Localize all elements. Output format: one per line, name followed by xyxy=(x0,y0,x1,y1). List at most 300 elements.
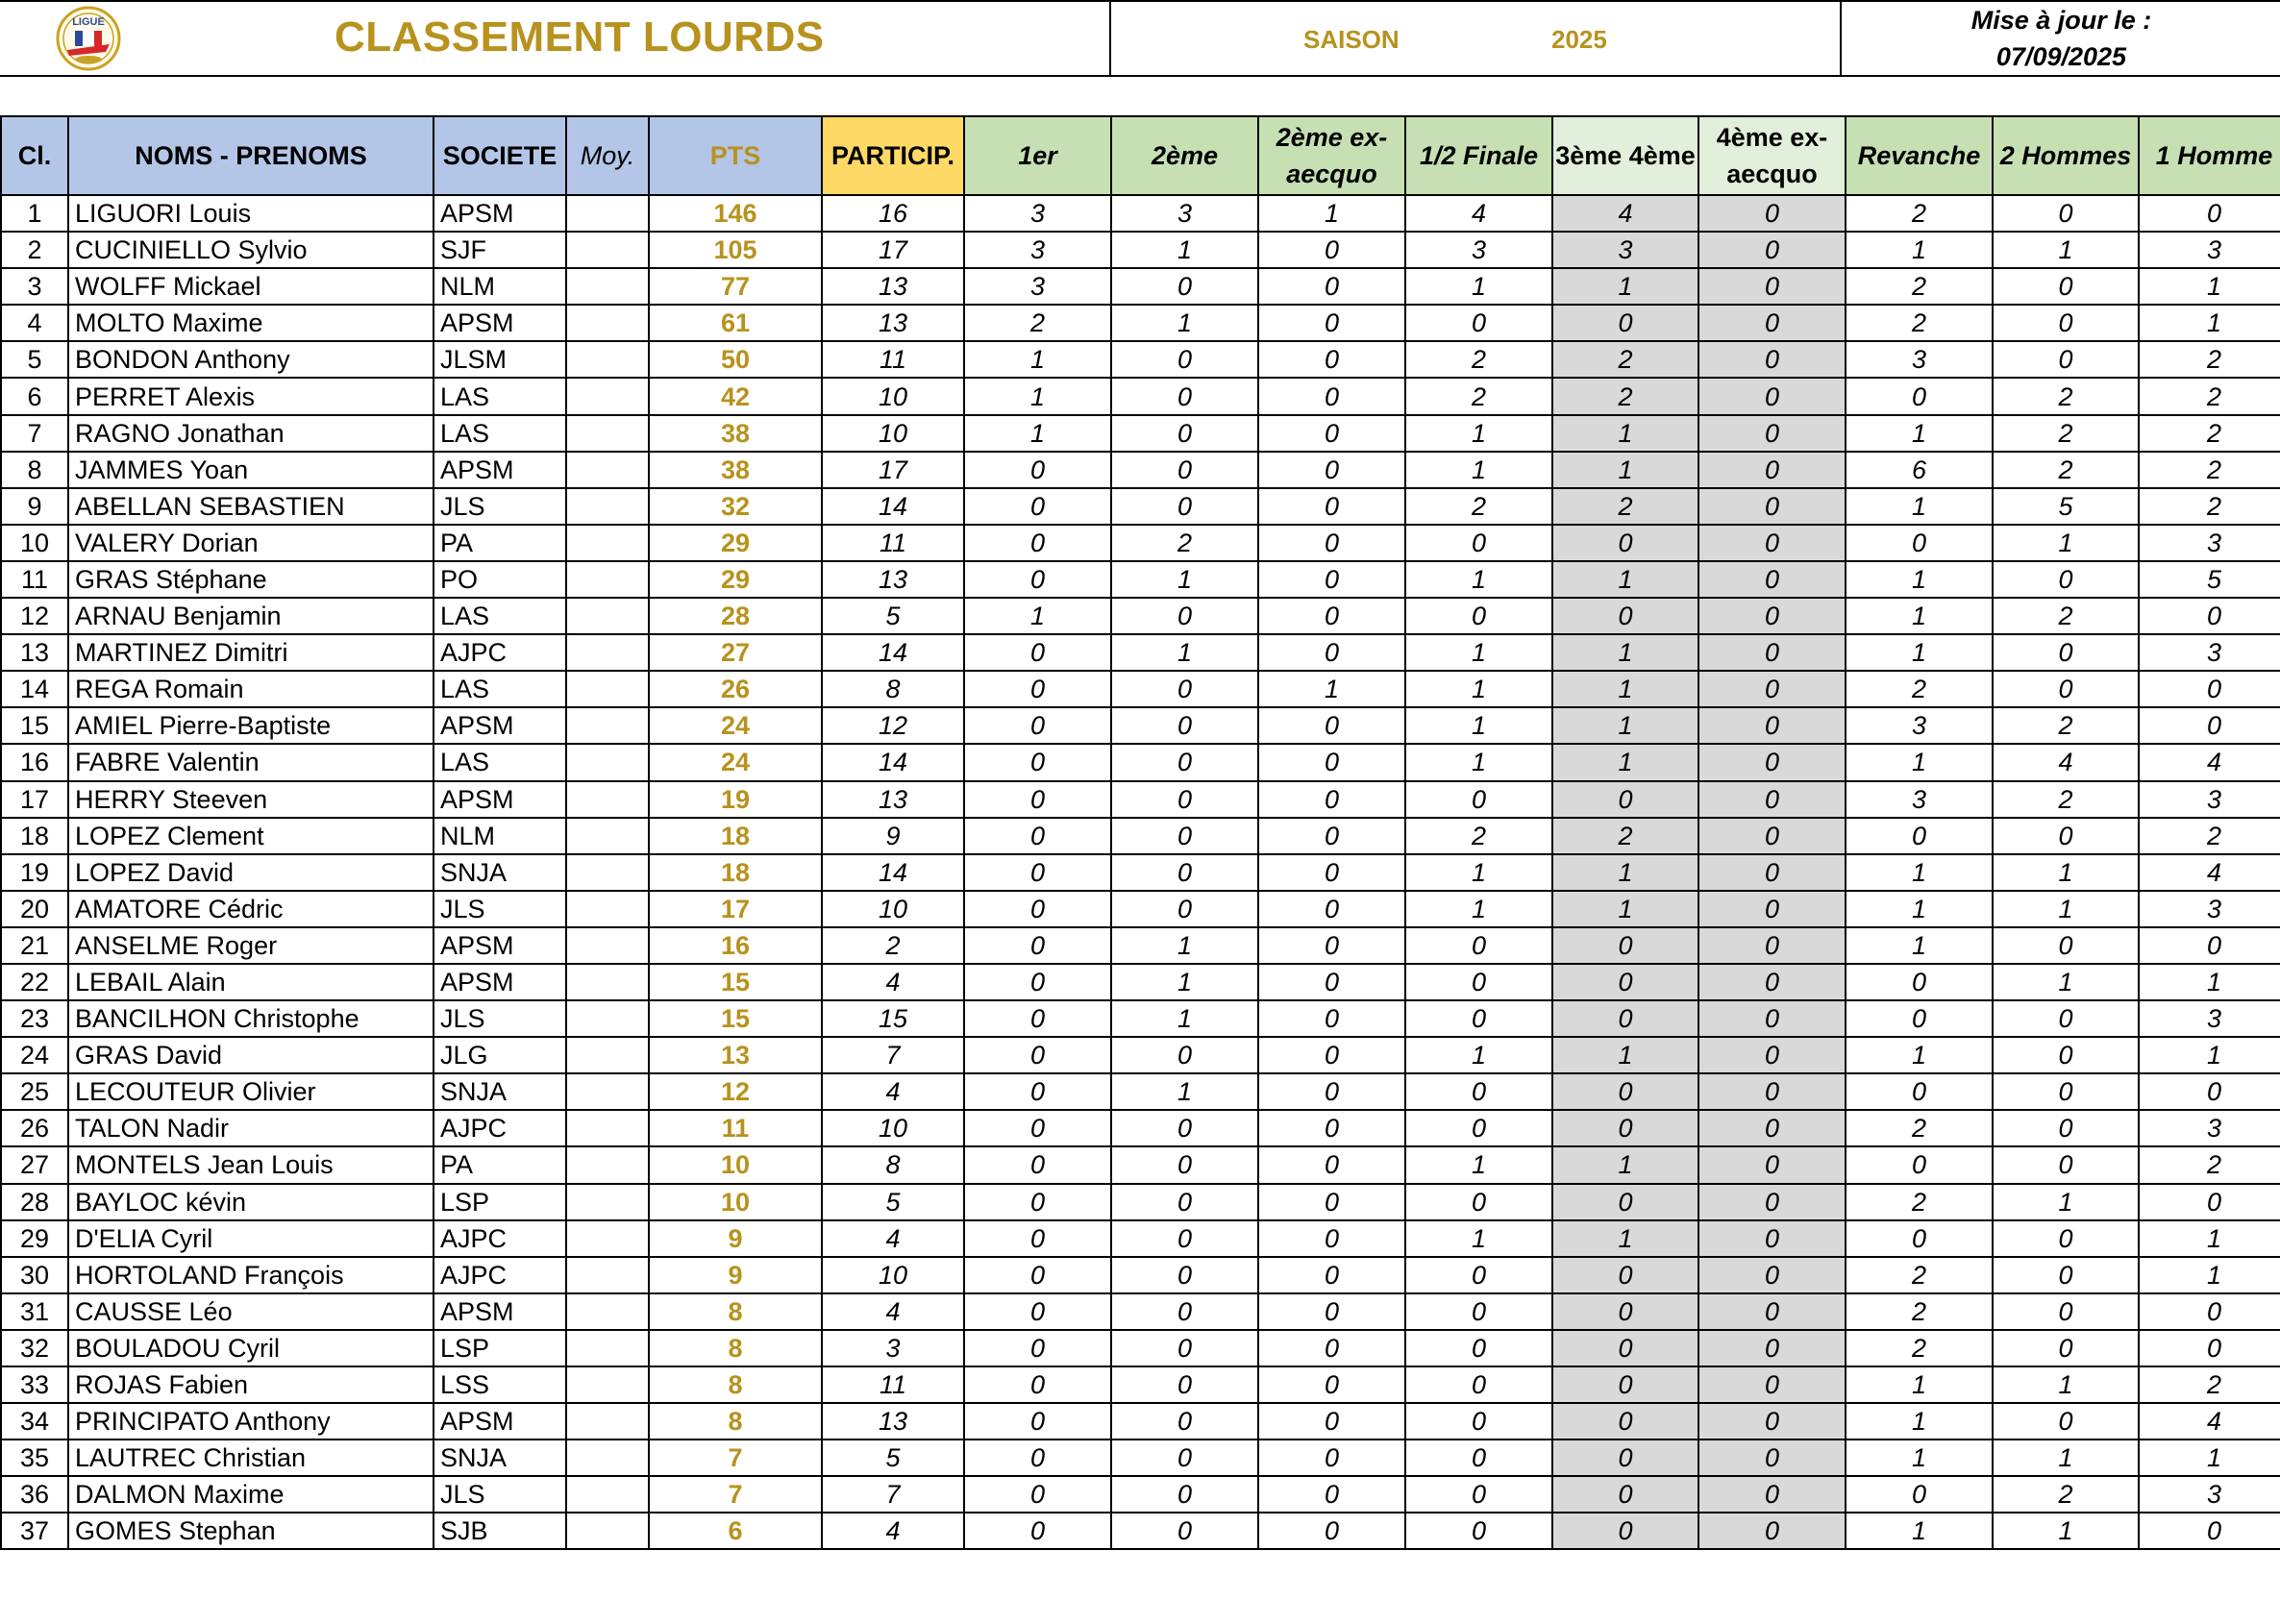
second-cell: 0 xyxy=(1111,891,1258,927)
club-cell: NLM xyxy=(434,818,566,854)
name-cell: D'ELIA Cyril xyxy=(68,1220,434,1257)
one-man-cell: 2 xyxy=(2139,452,2280,488)
col-header-particip: PARTICIP. xyxy=(822,116,964,195)
particip-cell: 3 xyxy=(822,1330,964,1366)
particip-cell: 4 xyxy=(822,1073,964,1110)
semi-cell: 1 xyxy=(1405,891,1552,927)
fourth-tie-cell: 0 xyxy=(1698,964,1846,1000)
rank-cell: 32 xyxy=(1,1330,68,1366)
particip-cell: 11 xyxy=(822,525,964,561)
second-tie-cell: 0 xyxy=(1258,1513,1405,1549)
table-row xyxy=(1,1439,2280,1476)
pts-cell: 42 xyxy=(649,378,822,414)
title-divider xyxy=(1840,2,1842,75)
pts-cell: 12 xyxy=(649,1073,822,1110)
particip-cell: 5 xyxy=(822,1439,964,1476)
revanche-cell: 2 xyxy=(1846,1293,1993,1330)
semi-cell: 0 xyxy=(1405,1293,1552,1330)
semi-cell: 0 xyxy=(1405,525,1552,561)
table-row xyxy=(1,1073,2280,1110)
name-cell: HERRY Steeven xyxy=(68,781,434,818)
revanche-cell: 0 xyxy=(1846,1146,1993,1183)
second-tie-cell: 1 xyxy=(1258,671,1405,707)
one-man-cell: 1 xyxy=(2139,1220,2280,1257)
name-cell: CUCINIELLO Sylvio xyxy=(68,232,434,268)
avg-cell xyxy=(566,415,649,452)
club-cell: LSP xyxy=(434,1184,566,1220)
col-header-second: 2ème xyxy=(1111,116,1258,195)
first-cell: 0 xyxy=(964,1476,1111,1513)
table-row xyxy=(1,378,2280,414)
name-cell: BANCILHON Christophe xyxy=(68,1000,434,1037)
first-cell: 0 xyxy=(964,1439,1111,1476)
pts-cell: 24 xyxy=(649,707,822,744)
rank-cell: 34 xyxy=(1,1403,68,1439)
club-cell: PO xyxy=(434,561,566,598)
revanche-cell: 1 xyxy=(1846,634,1993,671)
col-header-pts: PTS xyxy=(649,116,822,195)
fourth-tie-cell: 0 xyxy=(1698,1037,1846,1073)
rank-cell: 33 xyxy=(1,1366,68,1403)
club-cell: APSM xyxy=(434,781,566,818)
second-tie-cell: 0 xyxy=(1258,1439,1405,1476)
revanche-cell: 1 xyxy=(1846,488,1993,525)
table-row xyxy=(1,1037,2280,1073)
first-cell: 0 xyxy=(964,964,1111,1000)
avg-cell xyxy=(566,378,649,414)
two-men-cell: 0 xyxy=(1993,1403,2139,1439)
second-tie-cell: 0 xyxy=(1258,232,1405,268)
ranking-body xyxy=(1,195,2280,1549)
semi-cell: 0 xyxy=(1405,1110,1552,1146)
second-tie-cell: 0 xyxy=(1258,341,1405,378)
pts-cell: 9 xyxy=(649,1220,822,1257)
avg-cell xyxy=(566,1439,649,1476)
revanche-cell: 2 xyxy=(1846,1184,1993,1220)
table-row xyxy=(1,525,2280,561)
two-men-cell: 0 xyxy=(1993,1110,2139,1146)
fourth-tie-cell: 0 xyxy=(1698,1073,1846,1110)
rank-cell: 37 xyxy=(1,1513,68,1549)
pts-cell: 29 xyxy=(649,561,822,598)
first-cell: 3 xyxy=(964,232,1111,268)
pts-cell: 18 xyxy=(649,854,822,891)
third-fourth-cell: 0 xyxy=(1552,1184,1698,1220)
revanche-cell: 2 xyxy=(1846,1330,1993,1366)
col-header-club: SOCIETE xyxy=(434,116,566,195)
table-row xyxy=(1,1293,2280,1330)
revanche-cell: 1 xyxy=(1846,927,1993,964)
second-cell: 0 xyxy=(1111,1110,1258,1146)
fourth-tie-cell: 0 xyxy=(1698,1476,1846,1513)
two-men-cell: 2 xyxy=(1993,415,2139,452)
rank-cell: 36 xyxy=(1,1476,68,1513)
particip-cell: 11 xyxy=(822,1366,964,1403)
third-fourth-cell: 1 xyxy=(1552,671,1698,707)
first-cell: 0 xyxy=(964,1330,1111,1366)
third-fourth-cell: 0 xyxy=(1552,1000,1698,1037)
revanche-cell: 6 xyxy=(1846,452,1993,488)
name-cell: ABELLAN SEBASTIEN xyxy=(68,488,434,525)
club-cell: APSM xyxy=(434,707,566,744)
pts-cell: 9 xyxy=(649,1257,822,1293)
avg-cell xyxy=(566,927,649,964)
revanche-cell: 1 xyxy=(1846,744,1993,780)
first-cell: 0 xyxy=(964,525,1111,561)
second-tie-cell: 0 xyxy=(1258,927,1405,964)
one-man-cell: 3 xyxy=(2139,781,2280,818)
pts-cell: 105 xyxy=(649,232,822,268)
col-header-third-fourth: 3ème 4ème xyxy=(1552,116,1698,195)
fourth-tie-cell: 0 xyxy=(1698,634,1846,671)
avg-cell xyxy=(566,268,649,305)
second-tie-cell: 0 xyxy=(1258,1257,1405,1293)
second-tie-cell: 1 xyxy=(1258,195,1405,232)
one-man-cell: 0 xyxy=(2139,195,2280,232)
one-man-cell: 1 xyxy=(2139,964,2280,1000)
rank-cell: 9 xyxy=(1,488,68,525)
title-bar xyxy=(0,0,2280,77)
pts-cell: 28 xyxy=(649,598,822,634)
revanche-cell: 0 xyxy=(1846,964,1993,1000)
second-cell: 1 xyxy=(1111,1073,1258,1110)
rank-cell: 3 xyxy=(1,268,68,305)
third-fourth-cell: 0 xyxy=(1552,1476,1698,1513)
first-cell: 0 xyxy=(964,452,1111,488)
name-cell: AMIEL Pierre-Baptiste xyxy=(68,707,434,744)
pts-cell: 38 xyxy=(649,415,822,452)
rank-cell: 10 xyxy=(1,525,68,561)
table-row xyxy=(1,1220,2280,1257)
pts-cell: 29 xyxy=(649,525,822,561)
second-cell: 0 xyxy=(1111,1257,1258,1293)
rank-cell: 16 xyxy=(1,744,68,780)
header-row xyxy=(1,116,2280,195)
first-cell: 0 xyxy=(964,1366,1111,1403)
second-tie-cell: 0 xyxy=(1258,1330,1405,1366)
name-cell: TALON Nadir xyxy=(68,1110,434,1146)
fourth-tie-cell: 0 xyxy=(1698,854,1846,891)
table-row xyxy=(1,1000,2280,1037)
name-cell: DALMON Maxime xyxy=(68,1476,434,1513)
two-men-cell: 0 xyxy=(1993,1073,2139,1110)
fourth-tie-cell: 0 xyxy=(1698,305,1846,341)
club-cell: JLS xyxy=(434,488,566,525)
avg-cell xyxy=(566,854,649,891)
pts-cell: 26 xyxy=(649,671,822,707)
particip-cell: 10 xyxy=(822,415,964,452)
table-row xyxy=(1,964,2280,1000)
avg-cell xyxy=(566,818,649,854)
particip-cell: 5 xyxy=(822,598,964,634)
semi-cell: 0 xyxy=(1405,1073,1552,1110)
rank-cell: 28 xyxy=(1,1184,68,1220)
second-tie-cell: 0 xyxy=(1258,1293,1405,1330)
table-row xyxy=(1,341,2280,378)
second-cell: 1 xyxy=(1111,634,1258,671)
second-tie-cell: 0 xyxy=(1258,1110,1405,1146)
revanche-cell: 2 xyxy=(1846,195,1993,232)
name-cell: MONTELS Jean Louis xyxy=(68,1146,434,1183)
rank-cell: 18 xyxy=(1,818,68,854)
rank-cell: 20 xyxy=(1,891,68,927)
revanche-cell: 1 xyxy=(1846,1513,1993,1549)
semi-cell: 2 xyxy=(1405,341,1552,378)
semi-cell: 1 xyxy=(1405,634,1552,671)
first-cell: 0 xyxy=(964,744,1111,780)
table-row xyxy=(1,268,2280,305)
table-row xyxy=(1,634,2280,671)
semi-cell: 4 xyxy=(1405,195,1552,232)
two-men-cell: 0 xyxy=(1993,268,2139,305)
pts-cell: 15 xyxy=(649,964,822,1000)
revanche-cell: 1 xyxy=(1846,1439,1993,1476)
pts-cell: 11 xyxy=(649,1110,822,1146)
club-cell: NLM xyxy=(434,268,566,305)
second-cell: 0 xyxy=(1111,415,1258,452)
particip-cell: 4 xyxy=(822,1293,964,1330)
name-cell: LOPEZ David xyxy=(68,854,434,891)
third-fourth-cell: 0 xyxy=(1552,525,1698,561)
one-man-cell: 3 xyxy=(2139,634,2280,671)
second-tie-cell: 0 xyxy=(1258,525,1405,561)
table-row xyxy=(1,452,2280,488)
second-tie-cell: 0 xyxy=(1258,1403,1405,1439)
pts-cell: 38 xyxy=(649,452,822,488)
particip-cell: 2 xyxy=(822,927,964,964)
second-tie-cell: 0 xyxy=(1258,268,1405,305)
two-men-cell: 4 xyxy=(1993,744,2139,780)
fourth-tie-cell: 0 xyxy=(1698,415,1846,452)
first-cell: 0 xyxy=(964,1220,1111,1257)
first-cell: 0 xyxy=(964,1000,1111,1037)
rank-cell: 24 xyxy=(1,1037,68,1073)
third-fourth-cell: 0 xyxy=(1552,1257,1698,1293)
second-cell: 0 xyxy=(1111,1146,1258,1183)
name-cell: PERRET Alexis xyxy=(68,378,434,414)
fourth-tie-cell: 0 xyxy=(1698,744,1846,780)
rank-cell: 17 xyxy=(1,781,68,818)
second-cell: 0 xyxy=(1111,707,1258,744)
two-men-cell: 0 xyxy=(1993,1293,2139,1330)
first-cell: 0 xyxy=(964,1146,1111,1183)
one-man-cell: 0 xyxy=(2139,1293,2280,1330)
second-cell: 0 xyxy=(1111,1513,1258,1549)
club-cell: AJPC xyxy=(434,634,566,671)
second-tie-cell: 0 xyxy=(1258,818,1405,854)
second-cell: 1 xyxy=(1111,964,1258,1000)
one-man-cell: 0 xyxy=(2139,1073,2280,1110)
semi-cell: 1 xyxy=(1405,854,1552,891)
pts-cell: 61 xyxy=(649,305,822,341)
table-row xyxy=(1,854,2280,891)
second-cell: 0 xyxy=(1111,1220,1258,1257)
third-fourth-cell: 1 xyxy=(1552,561,1698,598)
revanche-cell: 3 xyxy=(1846,707,1993,744)
revanche-cell: 0 xyxy=(1846,1476,1993,1513)
club-cell: LAS xyxy=(434,598,566,634)
table-row xyxy=(1,1110,2280,1146)
rank-cell: 5 xyxy=(1,341,68,378)
name-cell: REGA Romain xyxy=(68,671,434,707)
logo-text: LIGUE xyxy=(72,16,105,28)
second-cell: 0 xyxy=(1111,598,1258,634)
club-cell: APSM xyxy=(434,964,566,1000)
fourth-tie-cell: 0 xyxy=(1698,1110,1846,1146)
avg-cell xyxy=(566,1037,649,1073)
pts-cell: 15 xyxy=(649,1000,822,1037)
two-men-cell: 0 xyxy=(1993,1330,2139,1366)
second-tie-cell: 0 xyxy=(1258,561,1405,598)
table-row xyxy=(1,671,2280,707)
second-cell: 0 xyxy=(1111,341,1258,378)
semi-cell: 1 xyxy=(1405,707,1552,744)
particip-cell: 5 xyxy=(822,1184,964,1220)
particip-cell: 8 xyxy=(822,1146,964,1183)
avg-cell xyxy=(566,707,649,744)
particip-cell: 7 xyxy=(822,1476,964,1513)
avg-cell xyxy=(566,1000,649,1037)
two-men-cell: 0 xyxy=(1993,341,2139,378)
club-cell: APSM xyxy=(434,1293,566,1330)
name-cell: LIGUORI Louis xyxy=(68,195,434,232)
second-tie-cell: 0 xyxy=(1258,891,1405,927)
season-label: SAISON xyxy=(1303,25,1400,54)
second-tie-cell: 0 xyxy=(1258,781,1405,818)
table-row xyxy=(1,1330,2280,1366)
revanche-cell: 1 xyxy=(1846,232,1993,268)
semi-cell: 0 xyxy=(1405,1330,1552,1366)
third-fourth-cell: 1 xyxy=(1552,1220,1698,1257)
fourth-tie-cell: 0 xyxy=(1698,671,1846,707)
semi-cell: 1 xyxy=(1405,671,1552,707)
club-cell: AJPC xyxy=(434,1220,566,1257)
pts-cell: 10 xyxy=(649,1184,822,1220)
table-row xyxy=(1,488,2280,525)
rank-cell: 6 xyxy=(1,378,68,414)
particip-cell: 10 xyxy=(822,378,964,414)
col-header-revanche: Revanche xyxy=(1846,116,1993,195)
first-cell: 0 xyxy=(964,671,1111,707)
two-men-cell: 0 xyxy=(1993,1000,2139,1037)
pts-cell: 8 xyxy=(649,1330,822,1366)
third-fourth-cell: 4 xyxy=(1552,195,1698,232)
two-men-cell: 1 xyxy=(1993,1184,2139,1220)
semi-cell: 1 xyxy=(1405,1146,1552,1183)
avg-cell xyxy=(566,891,649,927)
avg-cell xyxy=(566,561,649,598)
col-header-first: 1er xyxy=(964,116,1111,195)
avg-cell xyxy=(566,452,649,488)
pts-cell: 24 xyxy=(649,744,822,780)
club-cell: JLS xyxy=(434,1000,566,1037)
third-fourth-cell: 0 xyxy=(1552,927,1698,964)
one-man-cell: 1 xyxy=(2139,305,2280,341)
name-cell: BONDON Anthony xyxy=(68,341,434,378)
club-cell: AJPC xyxy=(434,1110,566,1146)
first-cell: 1 xyxy=(964,378,1111,414)
revanche-cell: 2 xyxy=(1846,268,1993,305)
one-man-cell: 3 xyxy=(2139,525,2280,561)
name-cell: CAUSSE Léo xyxy=(68,1293,434,1330)
particip-cell: 13 xyxy=(822,561,964,598)
third-fourth-cell: 1 xyxy=(1552,1146,1698,1183)
second-tie-cell: 0 xyxy=(1258,634,1405,671)
table-row xyxy=(1,305,2280,341)
avg-cell xyxy=(566,1110,649,1146)
table-row xyxy=(1,1513,2280,1549)
first-cell: 1 xyxy=(964,415,1111,452)
rank-cell: 2 xyxy=(1,232,68,268)
name-cell: GOMES Stephan xyxy=(68,1513,434,1549)
table-row xyxy=(1,818,2280,854)
fourth-tie-cell: 0 xyxy=(1698,1293,1846,1330)
one-man-cell: 3 xyxy=(2139,1110,2280,1146)
one-man-cell: 3 xyxy=(2139,232,2280,268)
pts-cell: 50 xyxy=(649,341,822,378)
fourth-tie-cell: 0 xyxy=(1698,1366,1846,1403)
second-tie-cell: 0 xyxy=(1258,707,1405,744)
table-row xyxy=(1,781,2280,818)
rank-cell: 35 xyxy=(1,1439,68,1476)
two-men-cell: 0 xyxy=(1993,634,2139,671)
club-cell: JLG xyxy=(434,1037,566,1073)
semi-cell: 2 xyxy=(1405,488,1552,525)
second-tie-cell: 0 xyxy=(1258,854,1405,891)
semi-cell: 0 xyxy=(1405,1257,1552,1293)
one-man-cell: 2 xyxy=(2139,415,2280,452)
club-cell: JLS xyxy=(434,1476,566,1513)
second-tie-cell: 0 xyxy=(1258,488,1405,525)
rank-cell: 14 xyxy=(1,671,68,707)
semi-cell: 0 xyxy=(1405,1184,1552,1220)
pts-cell: 19 xyxy=(649,781,822,818)
rank-cell: 4 xyxy=(1,305,68,341)
third-fourth-cell: 3 xyxy=(1552,232,1698,268)
one-man-cell: 2 xyxy=(2139,341,2280,378)
semi-cell: 0 xyxy=(1405,1476,1552,1513)
club-cell: SNJA xyxy=(434,854,566,891)
col-header-one-man: 1 Homme xyxy=(2139,116,2280,195)
rank-cell: 8 xyxy=(1,452,68,488)
two-men-cell: 0 xyxy=(1993,927,2139,964)
club-cell: APSM xyxy=(434,1403,566,1439)
col-header-two-men: 2 Hommes xyxy=(1993,116,2139,195)
semi-cell: 0 xyxy=(1405,781,1552,818)
pts-cell: 146 xyxy=(649,195,822,232)
pts-cell: 32 xyxy=(649,488,822,525)
one-man-cell: 2 xyxy=(2139,1146,2280,1183)
avg-cell xyxy=(566,1257,649,1293)
one-man-cell: 0 xyxy=(2139,707,2280,744)
second-cell: 0 xyxy=(1111,671,1258,707)
first-cell: 0 xyxy=(964,1110,1111,1146)
fourth-tie-cell: 0 xyxy=(1698,232,1846,268)
particip-cell: 10 xyxy=(822,1257,964,1293)
two-men-cell: 1 xyxy=(1993,1513,2139,1549)
club-cell: AJPC xyxy=(434,1257,566,1293)
first-cell: 0 xyxy=(964,891,1111,927)
first-cell: 0 xyxy=(964,1257,1111,1293)
semi-cell: 0 xyxy=(1405,964,1552,1000)
avg-cell xyxy=(566,1403,649,1439)
pts-cell: 7 xyxy=(649,1439,822,1476)
second-tie-cell: 0 xyxy=(1258,1073,1405,1110)
table-row xyxy=(1,707,2280,744)
second-cell: 0 xyxy=(1111,1330,1258,1366)
name-cell: ANSELME Roger xyxy=(68,927,434,964)
second-cell: 0 xyxy=(1111,1439,1258,1476)
